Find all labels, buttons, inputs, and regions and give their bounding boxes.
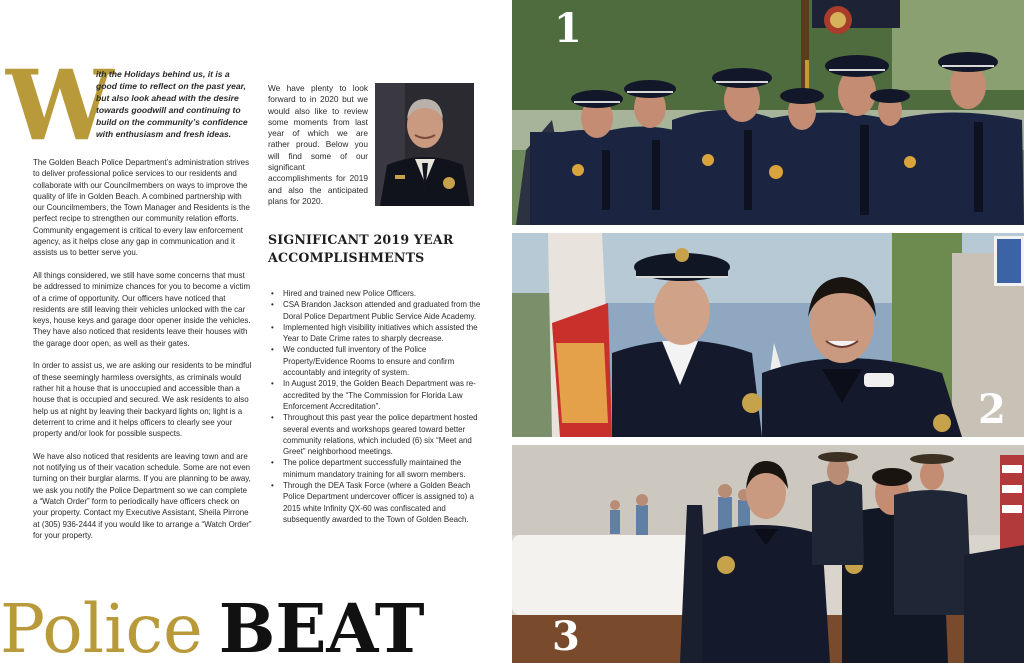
honor-guard-photo bbox=[512, 0, 1024, 225]
paragraph: We have also noticed that residents are leaving town and are not notifying us of their vacation schedule. Some are not even turning on their burglar alarms. If you are planning to be away, we ask you notify the Police Department so we can complete a “Watch Order” form to periodically have officers check on your property. Contact my Executive Assistant, Sheila Pirrone at (305) 936-2444 if you would like to arrange a “Watch Order” for your property. bbox=[33, 451, 252, 540]
photo-number-1: 1 bbox=[554, 5, 582, 52]
right-page bbox=[512, 0, 1024, 663]
ceremony-room-photo bbox=[512, 445, 1024, 663]
two-officers-photo bbox=[512, 233, 1024, 437]
masthead-word-beat: BEAT bbox=[218, 589, 425, 663]
list-item: • We conducted full inventory of the Police Property/Evidence Rooms to ensure and confirm accountably and integrity of system. bbox=[268, 344, 486, 378]
drop-cap: W bbox=[6, 49, 108, 162]
article-column-1 bbox=[33, 157, 253, 552]
paragraph: The Golden Beach Police Department’s administration strives to deliver professional police services to our residents and collaborate with our Councilmembers on ways to improve the quality of life in Golden Beach. A combined partnership with our Councilmembers, the Town Manager and Residents is the perfect recipe to strengthen our community relation efforts. Community engagement is critical to every law enforcement agency, as it helps close any gap in communication and it assists us to better serve you. bbox=[33, 158, 250, 258]
list-item: • Through the DEA Task Force (where a Golden Beach Police Department undercover officer is assigned to) a 2015 white Infinity QX-60 was confiscated and subsequently awarded to the Town of Golden Beach. bbox=[268, 480, 486, 525]
photo-number-3: 3 bbox=[552, 613, 580, 660]
list-item: • The police department successfully maintained the minimum mandatory training for all sworn members. bbox=[268, 457, 486, 480]
list-item: • Hired and trained new Police Officers. bbox=[268, 288, 486, 299]
photo-number-2: 2 bbox=[978, 386, 1006, 433]
accomplishments-heading: SIGNIFICANT 2019 YEAR ACCOMPLISHMENTS bbox=[268, 232, 454, 265]
list-item: • In August 2019, the Golden Beach Department was re-accredited by the “The Commission for Florida Law Enforcement Accreditation”. bbox=[268, 378, 486, 412]
list-item: • Throughout this past year the police department hosted several events and workshops geared toward better community relations, which included (6) six “Meet and Greet” neighborhood meetings. bbox=[268, 412, 486, 457]
paragraph: All things considered, we still have some concerns that must be addressed to minimize chances for you to become a victim of a crime of opportunity. Our officers have noticed that residents are still leaving their vehicles unlocked with the car keys, house keys and garage door opener inside the vehicles. They have also noticed that residents leave their houses with the garage door open, as well as their gates. bbox=[33, 270, 251, 348]
masthead-title bbox=[0, 589, 425, 663]
column-2-intro: We have plenty to look forward to in 2020 but we would also like to review some moments from last year of which we are rather proud. Below you will find some of our significant accomplishments for 2019 and also the anticipated plans for 2020. bbox=[268, 83, 368, 206]
intro-text: ith the Holidays behind us, it is a good time to reflect on the past year, but also look ahead with the desire towards goodwill and continuing to build on the community’s confidence with enthusiasm and fresh ideas. bbox=[96, 69, 248, 139]
chief-portrait-photo bbox=[375, 83, 474, 206]
accomplishments-list bbox=[268, 288, 486, 525]
paragraph: In order to assist us, we are asking our residents to be mindful of these seemingly harmless oversights, as criminals would rather hit a house that is unoccupied and accessible than a house that is occupied and secured. We ask residents to also help us at night by leaving their backyard lights on; light is a deterrent to crime and it helps officers to clearly see your property and/or look for possible suspects. bbox=[33, 361, 252, 439]
masthead-word-police: Police bbox=[0, 590, 203, 663]
list-item: • Implemented high visibility initiatives which assisted the Year to Date Crime rates to sharply decrease. bbox=[268, 322, 486, 345]
list-item: • CSA Brandon Jackson attended and graduated from the Doral Police Department Public Service Aide Academy. bbox=[268, 299, 486, 322]
